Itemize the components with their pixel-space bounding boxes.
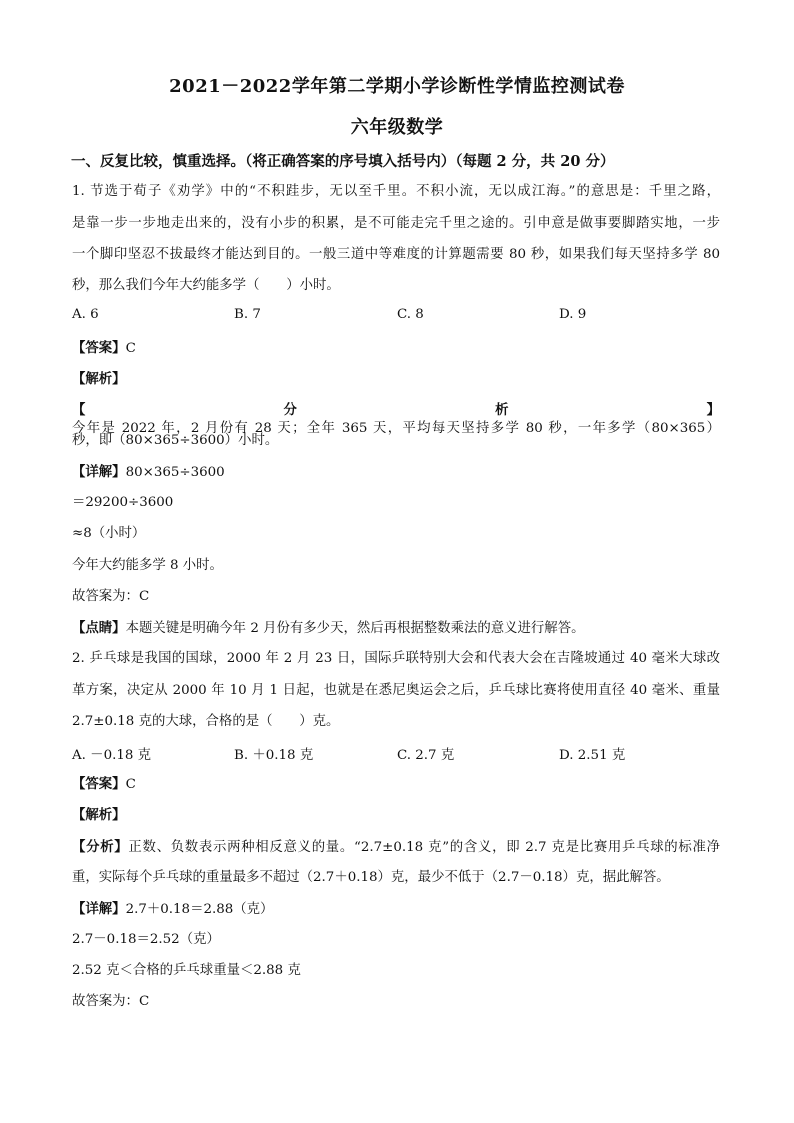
answer-value: C [125, 777, 136, 792]
section-heading: 一、反复比较，慎重选择。（将正确答案的序号填入括号内）（每题 2 分，共 20 分） [71, 153, 615, 170]
q1-stem-line: 秒，那么我们今年大约能多学（ ）小时。 [72, 278, 340, 293]
q2-option-c: C. 2.7 克 [397, 748, 455, 763]
detail-label: 【详解】 [72, 464, 126, 480]
q1-detail-line: ＝29200÷3600 [72, 495, 174, 510]
q1-option-b: B. 7 [234, 307, 261, 322]
q1-detail-line: 今年大约能多学 8 小时。 [72, 558, 223, 573]
q1-comment: 【点睛】本题关键是明确今年 2 月份有多少天，然后再根据整数乘法的意义进行解答。 [72, 620, 585, 636]
q2-stem-line: 2. 乒乓球是我国的国球，2000 年 2 月 23 日，国际乒联特别大会和代表大会在吉隆坡通过 40 毫米大球改 [72, 651, 720, 666]
q2-detail-line: 【详解】2.7＋0.18＝2.88（克） [72, 901, 274, 917]
q2-analysis-label: 【解析】 [72, 807, 126, 823]
q1-option-d: D. 9 [559, 307, 587, 322]
q2-answer [72, 775, 136, 794]
answer-label: 【答案】 [72, 776, 126, 792]
q1-fenxi-line: 秒，即（80×365÷3600）小时。 [72, 433, 279, 448]
q2-option-d: D. 2.51 克 [559, 748, 626, 763]
q1-detail-line: 【详解】80×365÷3600 [72, 464, 225, 480]
q1-option-a: A. 6 [72, 307, 99, 322]
q1-analysis-label: 【解析】 [72, 371, 126, 387]
answer-label: 【答案】 [72, 340, 126, 356]
q2-fenxi-line: 【分析】正数、负数表示两种相反意义的量。“2.7±0.18 克”的含义，即 2.7 克是比赛用乒乓球的标准净 [72, 839, 720, 855]
q1-detail-line: ≈8（小时） [72, 526, 146, 541]
q2-fenxi-line: 重，实际每个乒乓球的重量最多不超过（2.7＋0.18）克，最少不低于（2.7－0.18）克，据此解答。 [72, 870, 670, 885]
q2-option-a: A. －0.18 克 [72, 748, 152, 763]
answer-value: C [125, 341, 136, 356]
q2-detail-line: 2.7－0.18＝2.52（克） [72, 932, 220, 947]
q2-detail-line: 2.52 克＜合格的乒乓球重量＜2.88 克 [72, 963, 301, 978]
fenxi-label: 【分析】 [72, 402, 720, 418]
detail-label: 【详解】 [72, 901, 126, 917]
q1-stem-line: 是靠一步一步地走出来的，没有小步的积累，是不可能走完千里之途的。引申意是做事要脚踏实地，一步 [72, 216, 720, 231]
comment-label: 【点睛】 [72, 620, 126, 636]
q2-option-b: B. ＋0.18 克 [234, 748, 314, 763]
q1-fenxi-line: 【分析】今年是 2022 年，2 月份有 28 天；全年 365 天，平均每天坚持多学 80 秒，一年多学（80×365） [72, 402, 720, 436]
q1-detail-line: 故答案为：C [72, 589, 150, 604]
q1-option-c: C. 8 [397, 307, 424, 322]
q1-options [72, 307, 732, 325]
q2-options [72, 744, 732, 762]
q2-stem-line: 2.7±0.18 克的大球，合格的是（ ）克。 [72, 714, 340, 729]
fenxi-label: 【分析】 [72, 839, 129, 855]
document-subtitle: 六年级数学 [350, 117, 444, 138]
q1-answer [72, 339, 136, 358]
q2-detail-line: 故答案为：C [72, 994, 150, 1009]
document-title: 2021－2022学年第二学期小学诊断性学情监控测试卷 [169, 76, 625, 97]
q2-stem-line: 革方案，决定从 2000 年 10 月 1 日起，也就是在悉尼奥运会之后，乒乓球比赛将使用直径 40 毫米、重量 [72, 683, 720, 698]
q1-stem-line: 一个脚印坚忍不拔最终才能达到目的。一般三道中等难度的计算题需要 80 秒，如果我们每天坚持多学 80 [72, 247, 720, 262]
q1-stem-line: 1. 节选于荀子《劝学》中的“不积跬步，无以至千里。不积小流，无以成江海。”的意思是：千里之路， [72, 184, 720, 199]
